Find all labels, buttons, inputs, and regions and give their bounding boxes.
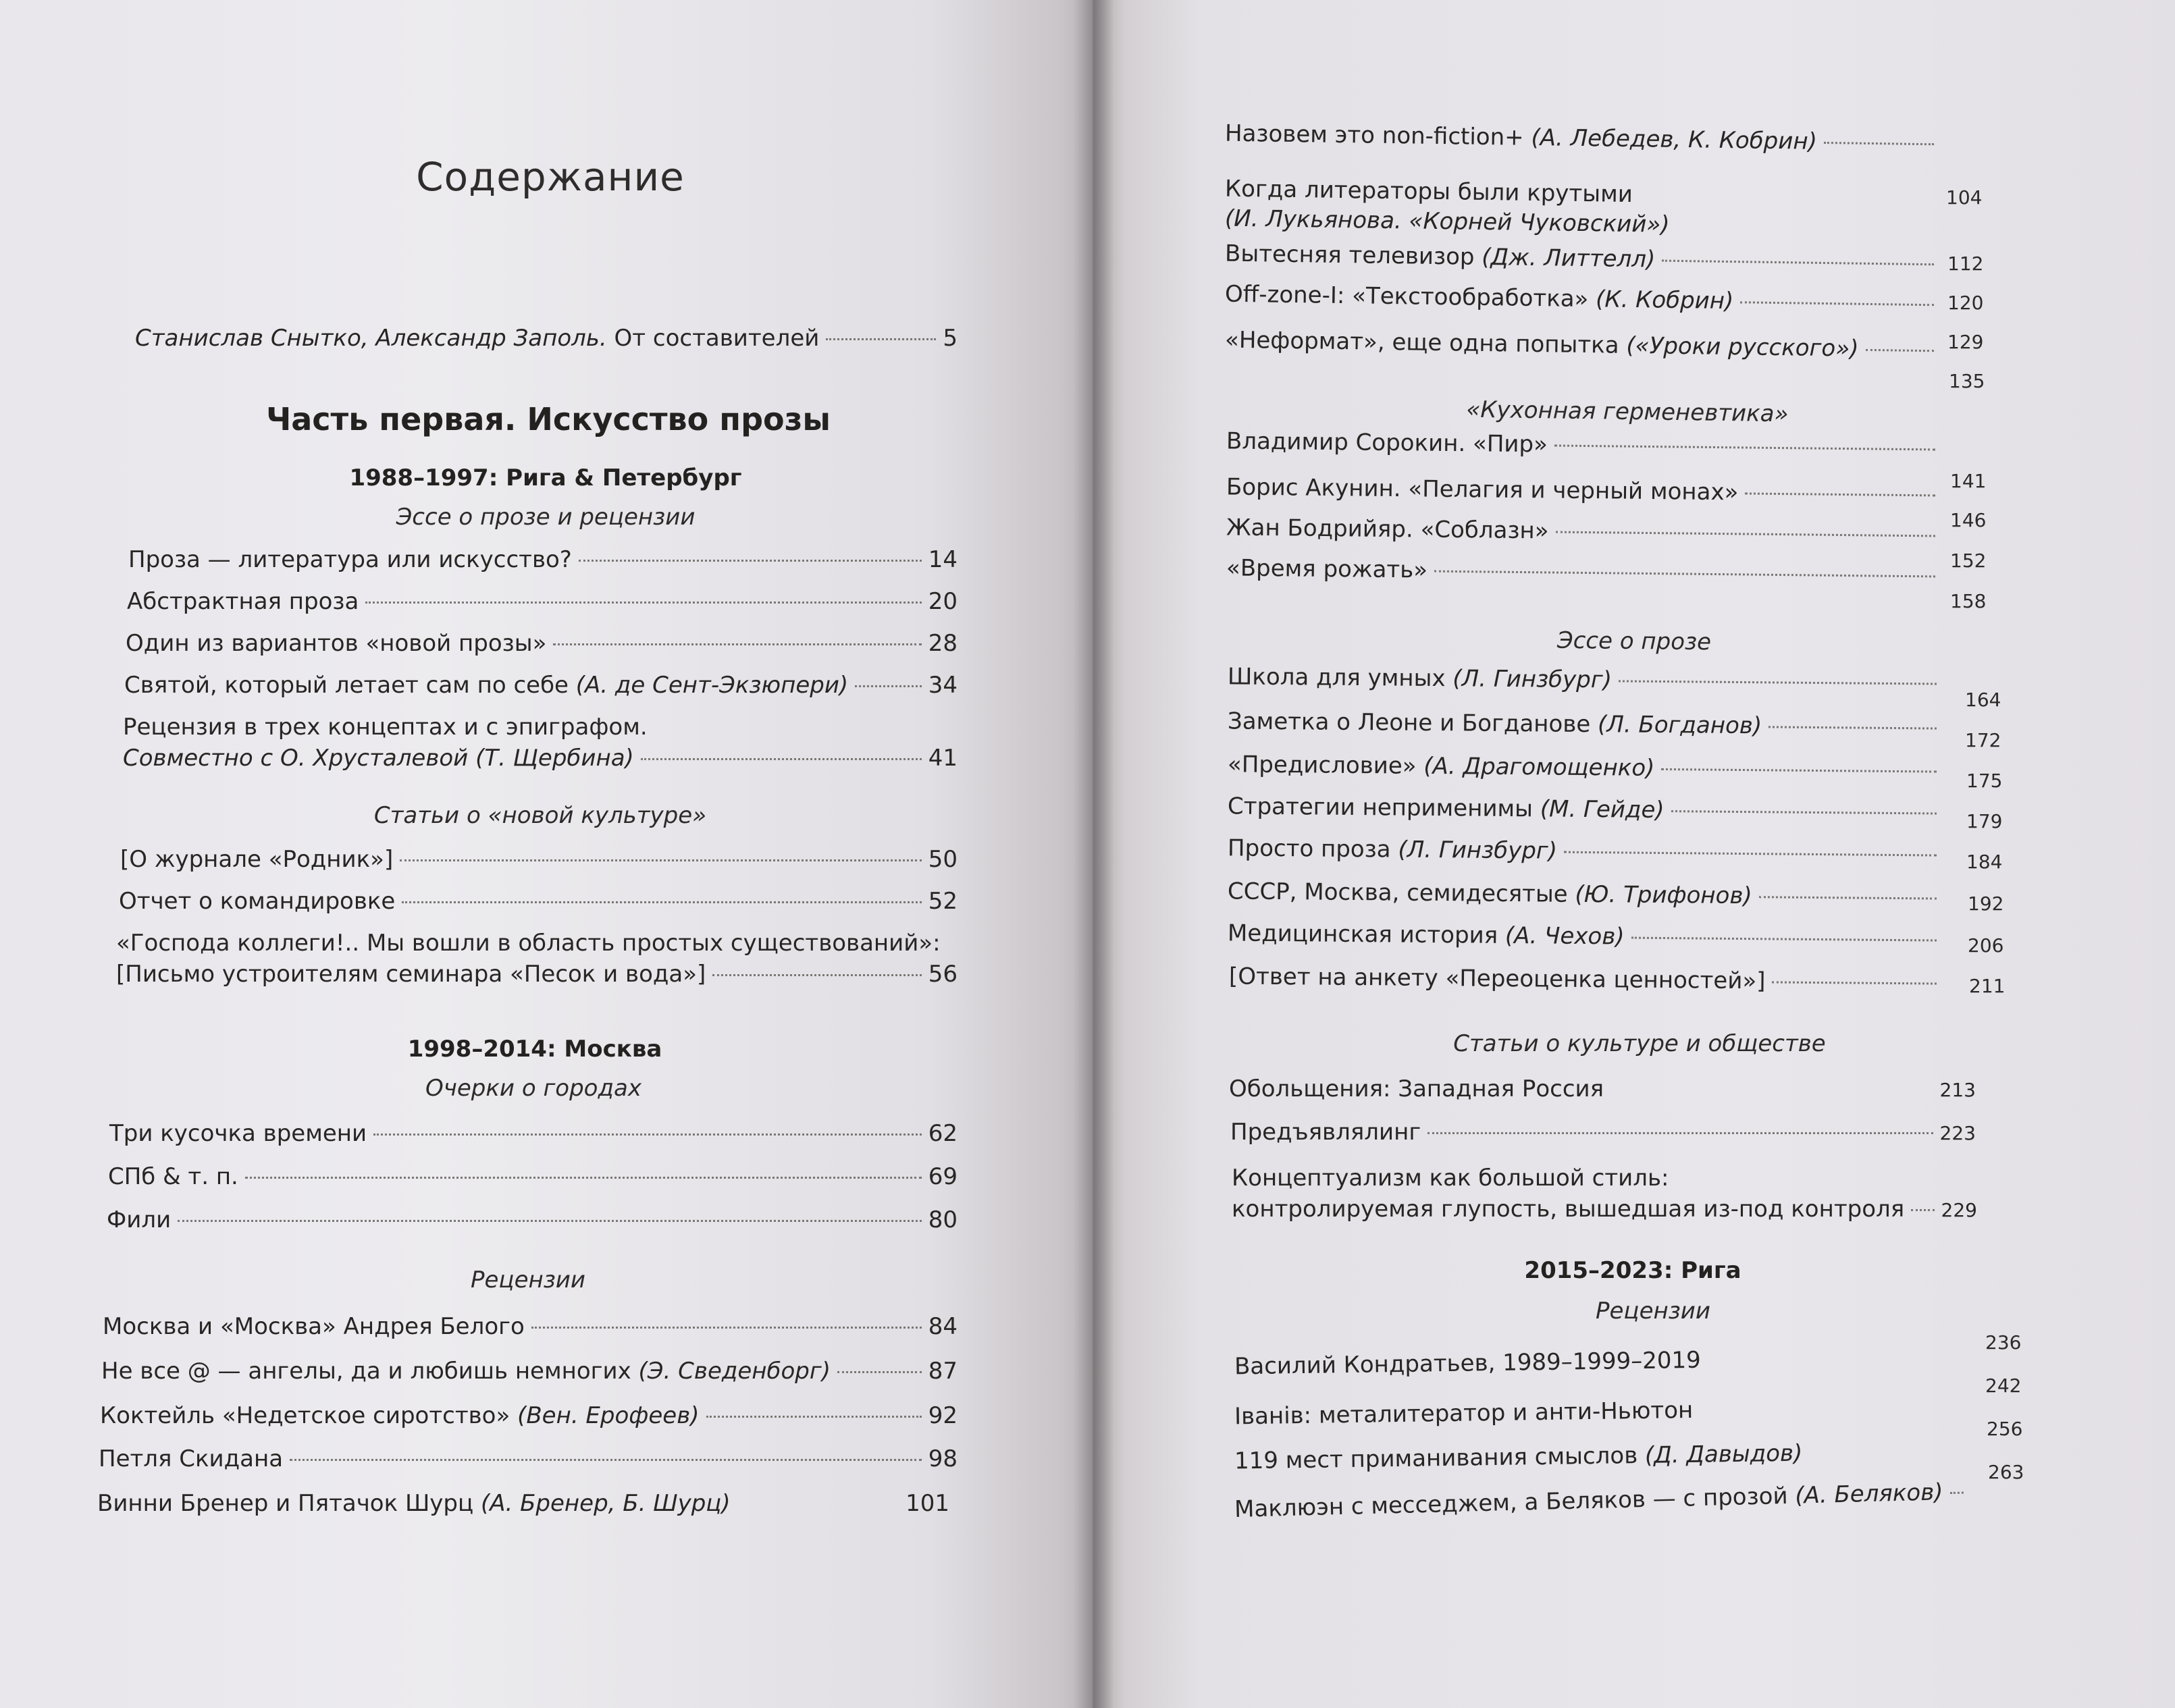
entry-title: Заметка о Леоне и Богданове <box>1227 708 1598 739</box>
page-number: 101 <box>906 1490 949 1517</box>
dot-leader <box>1556 531 1935 537</box>
entry-title: Не все @ — ангелы, да и любишь немногих <box>101 1358 639 1385</box>
entry-title: Отчет о командировке <box>119 888 396 915</box>
dot-leader <box>373 1133 922 1136</box>
entry-title: Петля Скидана <box>99 1445 284 1472</box>
dot-leader <box>400 859 922 861</box>
section-heading-reviews: Рецензии <box>471 1266 585 1293</box>
section-heading-kitchen: «Кухонная герменевтика» <box>1466 396 1789 428</box>
toc-entry <box>99 1443 958 1474</box>
dot-leader <box>1619 680 1937 685</box>
dot-leader <box>1865 349 1934 352</box>
part-heading: Часть первая. Искусство прозы <box>266 401 831 437</box>
dot-leader <box>706 1416 922 1418</box>
entry-author: (А. Беляков) <box>1794 1478 1943 1510</box>
toc-entry <box>1228 832 1943 870</box>
dot-leader <box>712 974 921 976</box>
dot-leader <box>641 758 922 760</box>
period-heading-moscow: 1998–2014: Москва <box>407 1036 662 1063</box>
toc-entry <box>1226 552 1942 591</box>
toc-entry <box>1228 917 1943 955</box>
entry-author: (Вен. Ерофеев) <box>517 1402 700 1429</box>
entry-author: (А. Драгомощенко) <box>1423 752 1655 782</box>
section-heading-reviews-2: Рецензии <box>1596 1298 1710 1325</box>
entry-title: Іванів: металитератор и анти-Ньютон <box>1234 1396 1694 1431</box>
dot-leader <box>1759 896 1937 899</box>
toc-entry <box>1234 1436 1951 1477</box>
dot-leader <box>402 901 921 903</box>
entry-title: СССР, Москва, семидесятые <box>1227 878 1575 908</box>
dot-leader <box>365 602 921 604</box>
toc-entry <box>101 1356 958 1387</box>
page-number: 192 <box>1968 892 2004 915</box>
toc-entry <box>1225 279 1941 320</box>
page-number: 129 <box>1947 331 1984 353</box>
dot-leader <box>1427 1132 1933 1134</box>
dot-leader <box>290 1459 922 1461</box>
toc-entry <box>1234 1341 1951 1383</box>
page-number: 223 <box>1939 1122 1976 1144</box>
page-number: 50 <box>928 846 958 873</box>
entry-title: Когда литераторы были крутыми <box>1224 175 1633 209</box>
page-number: 146 <box>1950 509 1987 531</box>
toc-entry <box>1229 1073 1976 1104</box>
page-number: 80 <box>928 1206 958 1233</box>
entry-author: (М. Гейде) <box>1540 795 1665 824</box>
entry-title: Винни Бренер и Пятачок Шурц <box>97 1490 481 1517</box>
page-number: 175 <box>1966 770 2003 792</box>
foreword-authors: Станислав Снытко, Александр Заполь. <box>135 325 607 352</box>
toc-entry <box>120 844 958 875</box>
toc-entry <box>128 544 958 575</box>
entry-author: Совместно с О. Хрусталевой (Т. Щербина) <box>123 745 634 772</box>
dot-leader <box>1662 260 1934 266</box>
right-page <box>1093 0 2175 1708</box>
entry-title: Владимир Сорокин. «Пир» <box>1226 427 1548 458</box>
entry-title: Медицинская история <box>1227 919 1506 949</box>
toc-entry-two-line <box>123 712 958 774</box>
page-number: 141 <box>1950 470 1987 492</box>
toc-entry <box>127 586 958 617</box>
entry-title: Off-zone-I: «Текстообработка» <box>1224 280 1596 313</box>
entry-title: Василий Кондратьев, 1989–1999–2019 <box>1234 1346 1702 1381</box>
page-number: 28 <box>928 630 958 657</box>
dot-leader <box>178 1220 922 1222</box>
toc-entry <box>109 1118 958 1149</box>
toc-entry <box>1228 749 1943 786</box>
page-number: 87 <box>928 1358 958 1385</box>
page-number: 242 <box>1985 1375 2022 1397</box>
entry-title: Обольщения: Западная Россия <box>1229 1075 1604 1102</box>
dot-leader <box>531 1327 922 1329</box>
entry-title: Жан Бодрийяр. «Соблазн» <box>1226 514 1549 545</box>
entry-title: Один из вариантов «новой прозы» <box>126 630 547 657</box>
page-number: 213 <box>1939 1079 1976 1101</box>
entry-title: Назовем это non-fiction+ <box>1224 119 1531 151</box>
dot-leader <box>1740 301 1934 306</box>
toc-entry <box>1230 1117 1976 1148</box>
entry-author: («Уроки русского») <box>1626 331 1859 363</box>
toc-entry <box>100 1400 958 1431</box>
entry-title: [О журнале «Родник»] <box>120 846 394 873</box>
toc-entry <box>1228 661 1943 698</box>
dot-leader <box>855 685 922 687</box>
page-number: 164 <box>1965 689 2001 711</box>
entry-title: Фили <box>107 1206 172 1233</box>
toc-entry <box>1228 705 1943 743</box>
page-number: 104 <box>1946 186 1983 209</box>
dot-leader <box>1631 937 1937 942</box>
section-heading-new-culture: Статьи о «новой культуре» <box>373 802 707 829</box>
page-number: 5 <box>943 325 958 352</box>
page-number: 263 <box>1988 1461 2024 1483</box>
foreword-label: От составителей <box>606 325 820 352</box>
page-number: 56 <box>928 961 958 988</box>
toc-entry <box>126 628 958 659</box>
toc-entry <box>97 1488 949 1519</box>
page-number: 98 <box>928 1445 958 1472</box>
page-number: 34 <box>928 672 958 699</box>
entry-title: Маклюэн с месседжем, а Беляков — с прозой <box>1234 1482 1796 1523</box>
page-number: 112 <box>1947 252 1984 275</box>
entry-author: (А. де Сент-Экзюпери) <box>575 672 849 699</box>
dot-leader <box>245 1177 922 1179</box>
page-number: 179 <box>1966 810 2003 832</box>
page-number: 41 <box>928 745 958 772</box>
page-number: 184 <box>1966 851 2003 873</box>
section-heading-prose-essays: Эссе о прозе <box>1556 626 1712 656</box>
entry-title: «Предисловие» <box>1227 751 1424 780</box>
toc-entry-two-line <box>116 928 958 990</box>
toc-entry <box>1234 1391 1951 1433</box>
page-number: 158 <box>1950 590 1987 612</box>
toc-entry-foreword <box>135 323 958 354</box>
toc-entry <box>1228 791 1943 828</box>
entry-title: «Неформат», еще одна попытка <box>1224 326 1627 359</box>
entry-title: Просто проза <box>1227 834 1398 863</box>
dot-leader <box>1911 1209 1934 1211</box>
dot-leader <box>1564 851 1937 857</box>
entry-author: (Ю. Трифонов) <box>1575 880 1752 910</box>
page-number: 52 <box>928 888 958 915</box>
entry-title: Вытесняя телевизор <box>1224 240 1482 271</box>
dot-leader <box>737 1503 899 1505</box>
dot-leader <box>1671 810 1937 814</box>
entry-author: (Л. Богданов) <box>1597 711 1762 740</box>
page-number: 62 <box>928 1120 958 1147</box>
dot-leader <box>1434 570 1935 578</box>
toc-entry-two-line <box>1232 1163 1977 1225</box>
section-heading-cities: Очерки о городах <box>425 1075 641 1102</box>
page-number: 172 <box>1965 729 2001 751</box>
toc-entry <box>1225 238 1941 279</box>
entry-author: (И. Лукьянова. «Корней Чуковский») <box>1224 205 1670 238</box>
toc-entry <box>103 1311 958 1342</box>
entry-title: Школа для умных <box>1227 663 1453 693</box>
toc-entry <box>1234 1476 1951 1525</box>
page-number: 92 <box>928 1402 958 1429</box>
toc-entry <box>1226 512 1942 550</box>
dot-leader <box>1949 1492 1963 1494</box>
page-number: 256 <box>1987 1418 2023 1440</box>
toc-entry <box>107 1204 958 1235</box>
toc-entry <box>1228 876 1943 913</box>
entry-title: «Время рожать» <box>1226 554 1428 584</box>
entry-title: Три кусочка времени <box>109 1120 367 1147</box>
dot-leader <box>826 338 936 340</box>
dot-leader <box>579 560 922 562</box>
entry-title: Стратегии неприменимы <box>1227 793 1540 823</box>
entry-title: [Ответ на анкету «Переоценка ценностей»] <box>1228 963 1766 995</box>
entry-title: Коктейль «Недетское сиротство» <box>100 1402 518 1429</box>
entry-subtitle: контролируемая глупость, вышедшая из-под контроля <box>1232 1196 1905 1223</box>
page-number: 14 <box>928 546 958 573</box>
toc-entry <box>1229 961 1943 998</box>
entry-title: Предъявлялинг <box>1230 1119 1421 1146</box>
page-number: 236 <box>1985 1331 2022 1354</box>
page-number: 69 <box>928 1163 958 1190</box>
toc-entry <box>1226 471 1942 510</box>
entry-author: (Л. Гинзбург) <box>1398 836 1558 865</box>
entry-title: Концептуализм как большой стиль: <box>1232 1165 1669 1192</box>
toc-entry <box>108 1161 958 1192</box>
entry-author: (Д. Давыдов) <box>1644 1439 1803 1469</box>
dot-leader <box>837 1371 922 1373</box>
entry-author: (Л. Гинзбург) <box>1452 665 1613 694</box>
page-number: 120 <box>1947 292 1984 314</box>
dot-leader <box>1745 492 1935 496</box>
entry-author: (А. Бренер, Б. Шурц) <box>480 1490 731 1517</box>
toc-entry <box>1225 118 1941 159</box>
page-number: 20 <box>928 588 958 615</box>
page-number: 84 <box>928 1313 958 1340</box>
page-number: 229 <box>1941 1199 1977 1221</box>
section-heading-essays: Эссе о прозе и рецензии <box>396 504 696 531</box>
entry-author: (А. Чехов) <box>1504 922 1625 951</box>
page-number: 152 <box>1950 550 1987 572</box>
entry-title: Рецензия в трех концептах и с эпиграфом. <box>123 714 648 741</box>
period-heading-riga-petersburg: 1988–1997: Рига & Петербург <box>349 464 742 491</box>
contents-title: Содержание <box>416 154 685 200</box>
toc-entry <box>1225 325 1941 366</box>
dot-leader <box>1824 142 1934 145</box>
toc-entry <box>1226 425 1942 464</box>
entry-title: Святой, который летает сам по себе <box>124 672 576 699</box>
section-heading-society: Статьи о культуре и обществе <box>1453 1030 1826 1057</box>
toc-entry <box>124 670 958 701</box>
toc-entry <box>119 886 958 917</box>
entry-author: (Э. Сведенборг) <box>638 1358 831 1385</box>
entry-title: 119 мест приманивания смыслов <box>1234 1441 1646 1475</box>
page-number: 135 <box>1949 370 1985 392</box>
dot-leader <box>1554 445 1935 451</box>
entry-title: Борис Акунин. «Пелагия и черный монах» <box>1226 473 1739 506</box>
entry-title: «Господа коллеги!.. Мы вошли в область простых существований»: <box>116 930 941 957</box>
dot-leader <box>553 643 921 645</box>
period-heading-riga: 2015–2023: Рига <box>1524 1257 1741 1284</box>
entry-title: Москва и «Москва» Андрея Белого <box>103 1313 525 1340</box>
entry-author: (К. Кобрин) <box>1595 286 1734 315</box>
dot-leader <box>1768 726 1937 729</box>
entry-title: Абстрактная проза <box>127 588 359 615</box>
page-number: 206 <box>1968 934 2004 957</box>
dot-leader <box>1661 768 1937 773</box>
dot-leader <box>1772 981 1937 984</box>
entry-author: (А. Лебедев, К. Кобрин) <box>1531 124 1818 155</box>
entry-subtitle: [Письмо устроителям семинара «Песок и вода»] <box>116 961 706 988</box>
entry-title: Проза — литература или искусство? <box>128 546 572 573</box>
entry-author: (Дж. Литтелл) <box>1482 243 1656 273</box>
dot-leader <box>1610 1089 1933 1091</box>
page-number: 211 <box>1969 975 2006 997</box>
entry-title: СПб & т. п. <box>108 1163 238 1190</box>
